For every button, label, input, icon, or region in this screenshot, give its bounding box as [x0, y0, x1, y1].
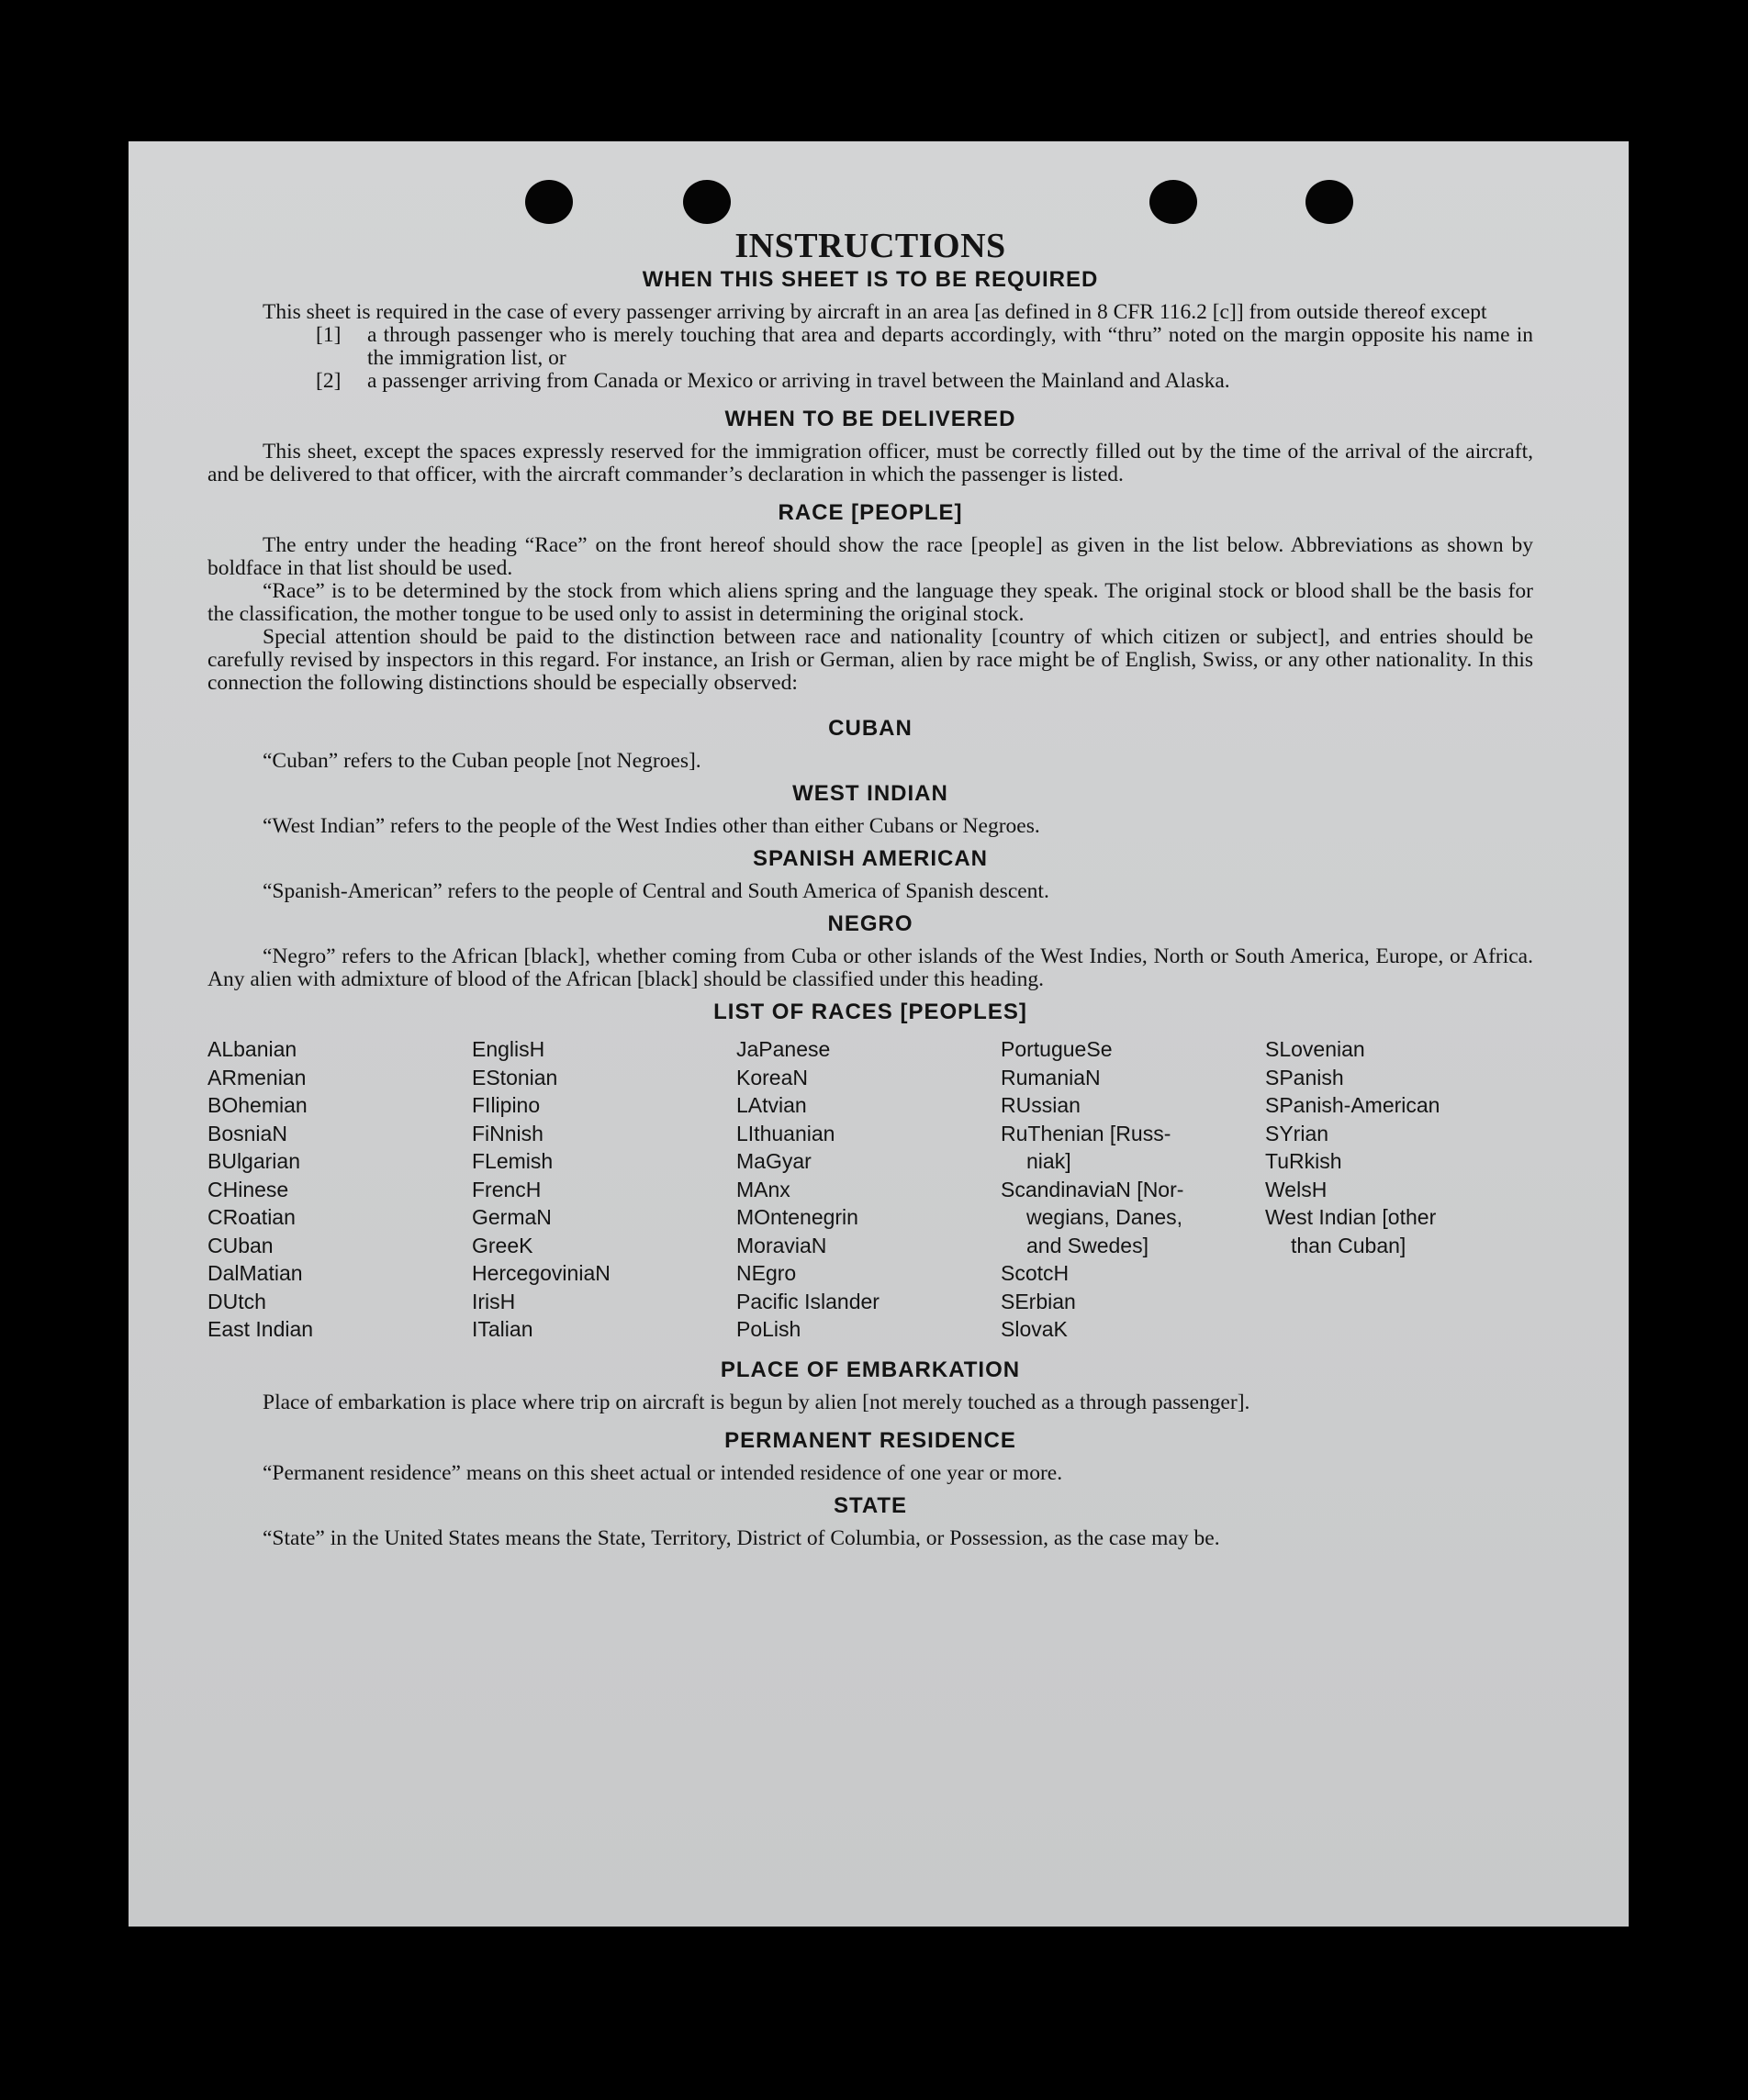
race-entry: SYrian [1265, 1121, 1329, 1145]
race-entry: LIthuanian [736, 1121, 835, 1145]
race-entry: FIlipino [472, 1093, 541, 1117]
section-heading-embarkation: PLACE OF EMBARKATION [720, 1357, 1021, 1382]
punch-hole [683, 180, 731, 224]
race-entry: SLovenian [1265, 1037, 1365, 1061]
section-heading-list-of-races: LIST OF RACES [PEOPLES] [713, 1000, 1027, 1024]
races-column [736, 1035, 1001, 1344]
race-entry: KoreaN [736, 1065, 808, 1089]
races-column [1265, 1035, 1530, 1344]
race-entry: BUlgarian [207, 1149, 300, 1173]
embarkation-text: Place of embarkation is place where trip on aircraft is begun by alien [not merely touched as a through passenger]. [263, 1390, 1250, 1414]
race-entry: SPanish-American [1265, 1093, 1440, 1117]
document-page [129, 141, 1629, 1927]
section-heading-cuban: CUBAN [828, 716, 913, 741]
race-paragraph: Special attention should be paid to the distinction between race and nationality [country of which citizen or subject], and entries should be carefully revised by inspectors in this regard. For instance, an Irish or German, alien by race might be of English, Swiss, or any other nationality. In this connection the following distinctions should be especially observed: [207, 625, 1533, 695]
race-entry: DUtch [207, 1289, 266, 1313]
races-column [1001, 1035, 1265, 1344]
delivered-text: This sheet, except the spaces expressly reserved for the immigration officer, must be correctly filled out by the time of the arrival of the aircraft, and be delivered to that officer, with the aircraft commander’s declaration in which the passenger is listed. [207, 440, 1533, 486]
race-entry: CUban [207, 1233, 274, 1257]
exception-item [316, 324, 1533, 370]
punch-hole [1149, 180, 1197, 224]
race-entry: than Cuban] [1291, 1233, 1406, 1257]
race-entry: and Swedes] [1026, 1233, 1149, 1257]
exception-text: a through passenger who is merely touching that area and departs accordingly, with “thru” noted on the margin opposite his name in the immigration list, or [367, 323, 1533, 370]
race-entry: MAnx [736, 1177, 790, 1201]
exception-number: [2] [316, 369, 342, 393]
exception-text: a passenger arriving from Canada or Mexico or arriving in travel between the Mainland and Alaska. [367, 369, 1230, 393]
race-entry: HercegoviniaN [472, 1261, 611, 1285]
race-entry: GermaN [472, 1205, 552, 1229]
races-column [472, 1035, 736, 1344]
exception-number: [1] [316, 323, 342, 347]
race-entry: RuThenian [Russ- [1001, 1121, 1171, 1145]
race-entry: RumaniaN [1001, 1065, 1101, 1089]
race-entry: CHinese [207, 1177, 289, 1201]
race-entry: Pacific Islander [736, 1289, 880, 1313]
race-entry: MoraviaN [736, 1233, 827, 1257]
section-heading-residence: PERMANENT RESIDENCE [724, 1427, 1016, 1453]
race-entry: wegians, Danes, [1026, 1205, 1183, 1229]
races-column [207, 1035, 472, 1344]
race-entry: BosniaN [207, 1121, 287, 1145]
residence-text: “Permanent residence” means on this sheet actual or intended residence of one year or more. [263, 1460, 1063, 1485]
section-heading-state: STATE [833, 1492, 908, 1518]
race-entry: FrencH [472, 1177, 542, 1201]
race-entry: NEgro [736, 1261, 797, 1285]
races-list [207, 1035, 1533, 1344]
page-title: INSTRUCTIONS [734, 227, 1006, 265]
race-entry: EnglisH [472, 1037, 545, 1061]
race-entry: ScotcH [1001, 1261, 1070, 1285]
state-text: “State” in the United States means the State, Territory, District of Columbia, or Possession, as the case may be. [263, 1525, 1220, 1550]
section-heading-negro: NEGRO [827, 911, 913, 936]
section-heading-spanish-american: SPANISH AMERICAN [752, 846, 988, 871]
race-entry: ITalian [472, 1317, 533, 1341]
punch-hole [525, 180, 573, 224]
section-heading-west-indian: WEST INDIAN [792, 781, 948, 806]
race-entry: BOhemian [207, 1093, 308, 1117]
race-entry: MaGyar [736, 1149, 812, 1173]
race-entry: JaPanese [736, 1037, 831, 1061]
negro-text: “Negro” refers to the African [black], whether coming from Cuba or other islands of the West Indies, North or South America, Europe, or Africa. Any alien with admixture of blood of the African [black] should be classified under this heading. [207, 944, 1533, 991]
race-entry: IrisH [472, 1289, 516, 1313]
race-entry: niak] [1026, 1149, 1071, 1173]
race-entry: WelsH [1265, 1177, 1328, 1201]
race-entry: PoLish [736, 1317, 801, 1341]
race-entry: MOntenegrin [736, 1205, 858, 1229]
exception-item [316, 370, 1533, 393]
race-entry: West Indian [other [1265, 1205, 1437, 1229]
section-heading-required: WHEN THIS SHEET IS TO BE REQUIRED [642, 267, 1099, 292]
section-heading-race: RACE [PEOPLE] [778, 500, 963, 525]
punch-hole [1305, 180, 1353, 224]
race-entry: FiNnish [472, 1121, 543, 1145]
race-entry: ALbanian [207, 1037, 297, 1061]
race-paragraph: “Race” is to be determined by the stock from which aliens spring and the language they speak. The original stock or blood shall be the basis for the classification, the mother tongue to be used only to assist in determining the original stock. [207, 579, 1533, 626]
section-heading-delivered: WHEN TO BE DELIVERED [724, 407, 1016, 431]
race-entry: SPanish [1265, 1065, 1344, 1089]
race-entry: SErbian [1001, 1289, 1076, 1313]
race-entry: EStonian [472, 1065, 558, 1089]
race-entry: DalMatian [207, 1261, 303, 1285]
race-entry: SlovaK [1001, 1317, 1068, 1341]
spanish-american-text: “Spanish-American” refers to the people of Central and South America of Spanish descent. [263, 879, 1049, 903]
race-paragraph: The entry under the heading “Race” on the front hereof should show the race [people] as given in the list below. Abbreviations as shown by boldface in that list should be used. [207, 533, 1533, 580]
race-entry: GreeK [472, 1233, 533, 1257]
instructions-body [207, 226, 1533, 1550]
required-intro: This sheet is required in the case of every passenger arriving by aircraft in an area [as defined in 8 CFR 116.2 [c]] from outside thereof except [263, 300, 1487, 324]
cuban-text: “Cuban” refers to the Cuban people [not Negroes]. [263, 749, 701, 773]
race-entry: TuRkish [1265, 1149, 1342, 1173]
race-entry: LAtvian [736, 1093, 807, 1117]
west-indian-text: “West Indian” refers to the people of the West Indies other than either Cubans or Negroes. [263, 814, 1040, 838]
race-entry: FLemish [472, 1149, 554, 1173]
race-entry: ScandinaviaN [Nor- [1001, 1177, 1184, 1201]
race-entry: PortugueSe [1001, 1037, 1113, 1061]
race-entry: East Indian [207, 1317, 314, 1341]
race-entry: RUssian [1001, 1093, 1081, 1117]
race-entry: CRoatian [207, 1205, 296, 1229]
race-entry: ARmenian [207, 1065, 307, 1089]
